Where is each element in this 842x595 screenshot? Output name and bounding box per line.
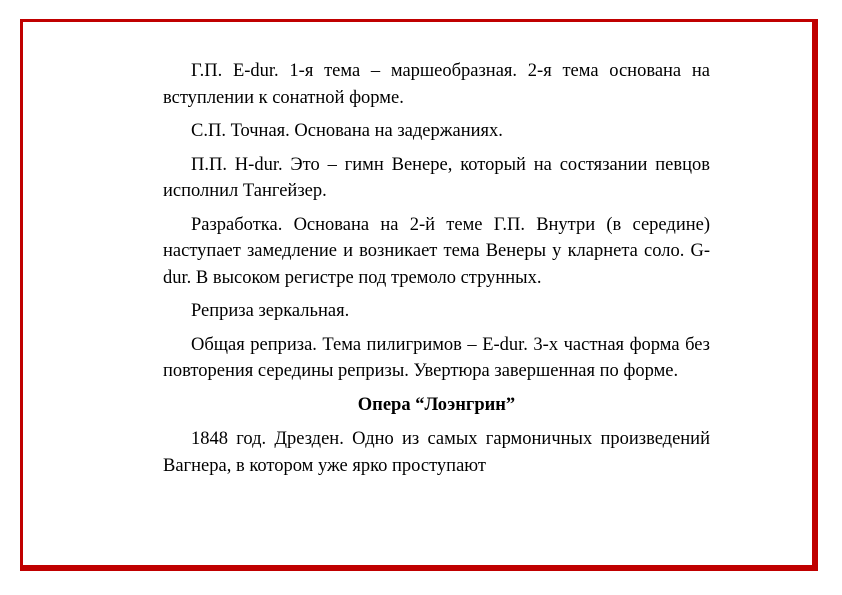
paragraph-main-theme: Г.П. E-dur. 1-я тема – маршеобразная. 2-я тема основана на вступлении к сонатной форме.	[163, 61, 710, 108]
paragraph-development: Разработка. Основана на 2-й теме Г.П. Внутри (в середине) наступает замедление и возникает тема Венеры у кларнета соло. G-dur. В высоком регистре под тремоло струнных.	[163, 214, 710, 288]
paragraph-secondary-theme: П.П. H-dur. Это – гимн Венере, который на состязании певцов исполнил Тангейзер.	[163, 154, 710, 201]
paragraph-opera-intro: 1848 год. Дрезден. Одно из самых гармоничных произведений Вагнера, в котором уже ярко проступают	[163, 429, 710, 476]
paragraph-mirror-reprise: Реприза зеркальная.	[191, 301, 350, 321]
document-page	[163, 58, 710, 486]
paragraph-general-reprise: Общая реприза. Тема пилигримов – E-dur. 3-х частная форма без повторения середины репризы. Увертюра завершенная по форме.	[163, 334, 710, 381]
section-heading: Опера “Лоэнгрин”	[357, 394, 516, 415]
paragraph-transition: С.П. Точная. Основана на задержаниях.	[191, 121, 503, 141]
